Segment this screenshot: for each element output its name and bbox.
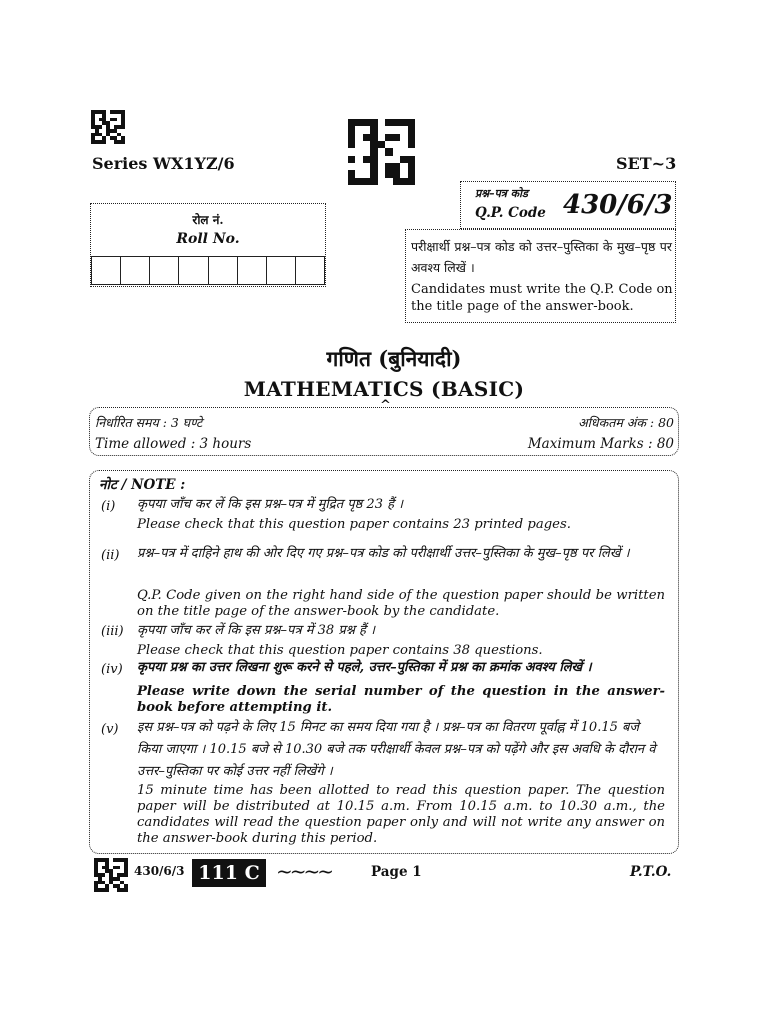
footer-squiggle: ~~~~: [276, 859, 332, 883]
instruction-english: Candidates must write the Q.P. Code on the title page of the answer-book.: [411, 282, 673, 314]
roll-cell[interactable]: [296, 257, 324, 284]
roll-cell[interactable]: [92, 257, 121, 284]
note-item-number: (ii): [101, 548, 120, 563]
page-number: Page 1: [371, 864, 422, 880]
note-heading: नोट / NOTE :: [99, 477, 186, 493]
note-item-hindi: कृपया जाँच कर लें कि इस प्रश्न–पत्र में मुद्रित पृष्ठ 23 हैं ।: [137, 497, 404, 512]
small-qr-code: [91, 110, 125, 144]
set-label: SET~3: [616, 154, 677, 173]
time-english: Time allowed : 3 hours: [95, 436, 252, 452]
note-item-number: (v): [101, 722, 119, 737]
note-item-english: Please check that this question paper contains 23 printed pages.: [137, 517, 571, 532]
note-item-hindi: कृपया प्रश्न का उत्तर लिखना शुरू करने से पहले, उत्तर–पुस्तिका में प्रश्न का क्रमांक अवश्य लिखें ।: [137, 660, 592, 675]
footer-qr-code: [94, 858, 128, 892]
roll-cell[interactable]: [209, 257, 238, 284]
qp-code-value: 430/6/3: [563, 190, 673, 220]
time-hindi: निर्धारित समय : 3 घण्टे: [95, 415, 203, 430]
qp-code-label: Q.P. Code: [475, 205, 546, 221]
roll-label-english: Roll No.: [176, 231, 240, 247]
roll-cell[interactable]: [179, 257, 208, 284]
qp-code-label-hindi: प्रश्न–पत्र कोड: [475, 187, 528, 200]
marks-hindi: अधिकतम अंक : 80: [578, 415, 674, 430]
pto-label: P.T.O.: [630, 864, 672, 880]
roll-cell[interactable]: [150, 257, 179, 284]
note-item-number: (i): [101, 499, 116, 514]
roll-label-hindi: रोल नं.: [192, 213, 224, 227]
note-item-number: (iv): [101, 662, 123, 677]
footer-code: 430/6/3: [134, 864, 185, 878]
footer-badge: 111 C: [192, 859, 266, 887]
note-item-hindi: प्रश्न–पत्र में दाहिने हाथ की ओर दिए गए प्रश्न–पत्र कोड को परीक्षार्थी उत्तर–पुस्तिका के मुख–पृष्ठ पर लिखें ।: [137, 546, 630, 561]
note-item-english: Q.P. Code given on the right hand side of the question paper should be written on the title page of the answer-book by the candidate.: [137, 588, 665, 619]
note-item-hindi: इस प्रश्न–पत्र को पढ़ने के लिए 15 मिनट का समय दिया गया है । प्रश्न–पत्र का वितरण पूर्वाह्न में 10.15 बजे किया जाएगा । 10.15 बजे से 10.30 बजे तक परीक्षार्थी केवल प्रश्न–पत्र को पढ़ेंगे और इस अवधि के दौरान वे उत्तर–पुस्तिका पर कोई उत्तर नहीं लिखेंगे ।: [137, 720, 656, 779]
note-item-number: (iii): [101, 624, 124, 639]
note-item-english: Please write down the serial number of the question in the answer-book before attempting it.: [137, 684, 665, 715]
title-english: MATHEMATICS (BASIC): [243, 377, 525, 401]
note-item-hindi: कृपया जाँच कर लें कि इस प्रश्न–पत्र में 38 प्रश्न हैं ।: [137, 623, 376, 638]
note-item-english: Please check that this question paper contains 38 questions.: [137, 643, 543, 658]
note-item-english: 15 minute time has been allotted to read this question paper. The question paper will be distributed at 10.15 a.m. From 10.15 a.m. to 10.30 a.m., the candidates will read the question paper only and will not write any answer on the answer-book during this period.: [137, 783, 665, 846]
roll-cell[interactable]: [121, 257, 150, 284]
title-caret: ^: [380, 398, 391, 413]
marks-english: Maximum Marks : 80: [527, 436, 674, 452]
roll-number-cells[interactable]: [91, 256, 325, 285]
roll-cell[interactable]: [238, 257, 267, 284]
title-hindi: गणित (बुनियादी): [326, 346, 462, 371]
series-label: Series WX1YZ/6: [92, 154, 235, 173]
instruction-hindi: परीक्षार्थी प्रश्न–पत्र कोड को उत्तर–पुस्तिका के मुख–पृष्ठ पर अवश्य लिखें ।: [411, 239, 672, 275]
center-qr-code: [348, 119, 415, 185]
roll-cell[interactable]: [267, 257, 296, 284]
